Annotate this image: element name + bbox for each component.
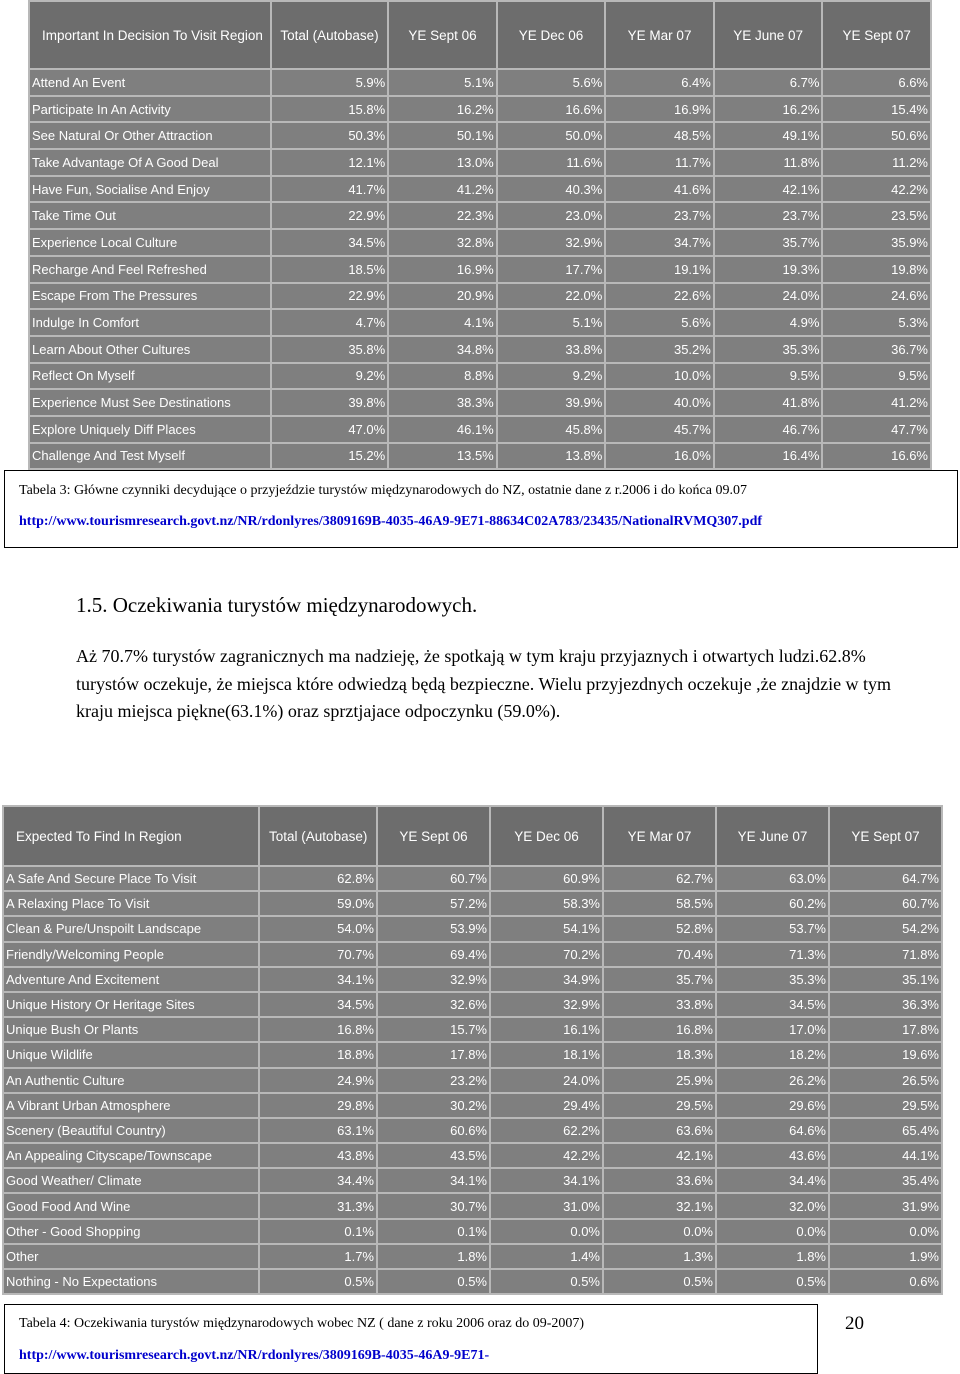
percentage-cell: 60.6% [378, 1119, 489, 1142]
percentage-cell: 58.3% [491, 892, 602, 915]
row-label: Challenge And Test Myself [30, 444, 270, 469]
row-label: Experience Local Culture [30, 230, 270, 255]
percentage-cell: 32.9% [498, 230, 605, 255]
percentage-cell: 32.8% [389, 230, 496, 255]
row-label: Nothing - No Expectations [4, 1270, 258, 1293]
percentage-cell: 29.5% [830, 1094, 941, 1117]
percentage-cell: 9.5% [715, 364, 822, 389]
percentage-cell: 48.5% [606, 123, 713, 148]
percentage-cell: 13.0% [389, 150, 496, 175]
row-label: Recharge And Feel Refreshed [30, 257, 270, 282]
percentage-cell: 15.8% [272, 97, 387, 122]
percentage-cell: 41.8% [715, 390, 822, 415]
column-header-period: YE June 07 [717, 807, 828, 865]
row-label: Clean & Pure/Unspoilt Landscape [4, 917, 258, 940]
percentage-cell: 5.9% [272, 70, 387, 95]
percentage-cell: 18.8% [260, 1043, 376, 1066]
percentage-cell: 23.7% [715, 203, 822, 228]
percentage-cell: 53.9% [378, 917, 489, 940]
table-row [30, 97, 930, 122]
percentage-cell: 5.6% [606, 310, 713, 335]
percentage-cell: 18.1% [491, 1043, 602, 1066]
percentage-cell: 16.0% [606, 444, 713, 469]
percentage-cell: 62.8% [260, 867, 376, 890]
row-label: Reflect On Myself [30, 364, 270, 389]
caption-text: Tabela 4: Oczekiwania turystów międzynarodowych wobec NZ ( dane z roku 2006 oraz do 09-2007) [19, 1316, 585, 1331]
percentage-cell: 16.8% [604, 1018, 715, 1041]
percentage-cell: 4.7% [272, 310, 387, 335]
column-header-period: YE Sept 07 [823, 2, 930, 68]
percentage-cell: 34.1% [491, 1169, 602, 1192]
row-label: Unique History Or Heritage Sites [4, 993, 258, 1016]
percentage-cell: 22.3% [389, 203, 496, 228]
row-label: Have Fun, Socialise And Enjoy [30, 177, 270, 202]
table-row [30, 257, 930, 282]
row-label: A Relaxing Place To Visit [4, 892, 258, 915]
percentage-cell: 50.1% [389, 123, 496, 148]
row-label: An Authentic Culture [4, 1069, 258, 1092]
percentage-cell: 44.1% [830, 1144, 941, 1167]
percentage-cell: 22.9% [272, 203, 387, 228]
percentage-cell: 50.0% [498, 123, 605, 148]
percentage-cell: 18.3% [604, 1043, 715, 1066]
percentage-cell: 35.1% [830, 968, 941, 991]
table-row [4, 1069, 941, 1092]
percentage-cell: 22.0% [498, 284, 605, 309]
row-label: Good Weather/ Climate [4, 1169, 258, 1192]
percentage-cell: 34.8% [389, 337, 496, 362]
percentage-cell: 11.7% [606, 150, 713, 175]
percentage-cell: 34.5% [260, 993, 376, 1016]
row-label: Indulge In Comfort [30, 310, 270, 335]
percentage-cell: 33.6% [604, 1169, 715, 1192]
percentage-cell: 24.0% [715, 284, 822, 309]
percentage-cell: 34.5% [717, 993, 828, 1016]
percentage-cell: 64.6% [717, 1119, 828, 1142]
percentage-cell: 6.7% [715, 70, 822, 95]
table-row [4, 1220, 941, 1243]
percentage-cell: 70.7% [260, 943, 376, 966]
table-row [4, 892, 941, 915]
table-row [30, 150, 930, 175]
percentage-cell: 35.3% [717, 968, 828, 991]
table-row [30, 390, 930, 415]
percentage-cell: 71.8% [830, 943, 941, 966]
percentage-cell: 54.2% [830, 917, 941, 940]
table-row [30, 203, 930, 228]
percentage-cell: 13.8% [498, 444, 605, 469]
table-row [30, 70, 930, 95]
column-header-period: YE Dec 06 [491, 807, 602, 865]
row-label: Take Time Out [30, 203, 270, 228]
percentage-cell: 32.9% [378, 968, 489, 991]
percentage-cell: 0.5% [378, 1270, 489, 1293]
percentage-cell: 50.3% [272, 123, 387, 148]
percentage-cell: 63.6% [604, 1119, 715, 1142]
percentage-cell: 53.7% [717, 917, 828, 940]
percentage-cell: 65.4% [830, 1119, 941, 1142]
percentage-cell: 17.7% [498, 257, 605, 282]
percentage-cell: 35.4% [830, 1169, 941, 1192]
percentage-cell: 9.5% [823, 364, 930, 389]
percentage-cell: 5.1% [389, 70, 496, 95]
percentage-cell: 35.7% [604, 968, 715, 991]
percentage-cell: 9.2% [498, 364, 605, 389]
row-label: Experience Must See Destinations [30, 390, 270, 415]
percentage-cell: 18.5% [272, 257, 387, 282]
percentage-cell: 6.4% [606, 70, 713, 95]
body-paragraph: Aż 70.7% turystów zagranicznych ma nadzieję, że spotkają w tym kraju przyjaznych i otwartych ludzi.62.8% turystów oczekuje, że miejsca które odwiedzą będą bezpieczne. Wielu przyjezdnych oczekuje ,że znajdzie w tym kraju miejsca piękne(63.1%) oraz sprztjajace odpoczynku (59.0%). [76, 646, 892, 721]
table-row [4, 1094, 941, 1117]
row-label: Explore Uniquely Diff Places [30, 417, 270, 442]
column-header-period: YE Sept 07 [830, 807, 941, 865]
percentage-cell: 45.8% [498, 417, 605, 442]
table-row [30, 310, 930, 335]
page-number: 20 [845, 1313, 864, 1334]
row-label: Attend An Event [30, 70, 270, 95]
table-row [4, 1169, 941, 1192]
percentage-cell: 30.2% [378, 1094, 489, 1117]
percentage-cell: 47.7% [823, 417, 930, 442]
percentage-cell: 32.1% [604, 1194, 715, 1217]
percentage-cell: 41.7% [272, 177, 387, 202]
percentage-cell: 32.0% [717, 1194, 828, 1217]
percentage-cell: 16.9% [606, 97, 713, 122]
percentage-cell: 26.2% [717, 1069, 828, 1092]
percentage-cell: 22.9% [272, 284, 387, 309]
row-label: Participate In An Activity [30, 97, 270, 122]
percentage-cell: 5.1% [498, 310, 605, 335]
percentage-cell: 16.9% [389, 257, 496, 282]
percentage-cell: 62.7% [604, 867, 715, 890]
percentage-cell: 0.0% [830, 1220, 941, 1243]
percentage-cell: 31.0% [491, 1194, 602, 1217]
table-header-row [30, 2, 930, 68]
percentage-cell: 34.1% [378, 1169, 489, 1192]
column-header-period: Total (Autobase) [260, 807, 376, 865]
percentage-cell: 39.9% [498, 390, 605, 415]
percentage-cell: 24.0% [491, 1069, 602, 1092]
percentage-cell: 23.2% [378, 1069, 489, 1092]
percentage-cell: 34.9% [491, 968, 602, 991]
table-row [4, 943, 941, 966]
percentage-cell: 23.0% [498, 203, 605, 228]
column-header-period: YE June 07 [715, 2, 822, 68]
percentage-cell: 43.8% [260, 1144, 376, 1167]
percentage-cell: 17.0% [717, 1018, 828, 1041]
percentage-cell: 19.3% [715, 257, 822, 282]
percentage-cell: 58.5% [604, 892, 715, 915]
percentage-cell: 5.3% [823, 310, 930, 335]
percentage-cell: 35.2% [606, 337, 713, 362]
percentage-cell: 50.6% [823, 123, 930, 148]
column-header-period: YE Sept 06 [378, 807, 489, 865]
row-label: Escape From The Pressures [30, 284, 270, 309]
percentage-cell: 31.3% [260, 1194, 376, 1217]
table-row [4, 993, 941, 1016]
table-row [30, 123, 930, 148]
table-row [4, 1018, 941, 1041]
percentage-cell: 26.5% [830, 1069, 941, 1092]
row-label: See Natural Or Other Attraction [30, 123, 270, 148]
percentage-cell: 9.2% [272, 364, 387, 389]
table-row [4, 968, 941, 991]
percentage-cell: 23.7% [606, 203, 713, 228]
percentage-cell: 34.4% [260, 1169, 376, 1192]
row-label: A Safe And Secure Place To Visit [4, 867, 258, 890]
column-header-category: Important In Decision To Visit Region [30, 2, 270, 68]
percentage-cell: 36.3% [830, 993, 941, 1016]
percentage-cell: 39.8% [272, 390, 387, 415]
percentage-cell: 43.6% [717, 1144, 828, 1167]
percentage-cell: 29.6% [717, 1094, 828, 1117]
row-label: Good Food And Wine [4, 1194, 258, 1217]
percentage-cell: 35.8% [272, 337, 387, 362]
percentage-cell: 20.9% [389, 284, 496, 309]
percentage-cell: 41.2% [389, 177, 496, 202]
column-header-period: YE Sept 06 [389, 2, 496, 68]
percentage-cell: 29.8% [260, 1094, 376, 1117]
column-header-period: YE Dec 06 [498, 2, 605, 68]
percentage-cell: 17.8% [830, 1018, 941, 1041]
percentage-cell: 46.1% [389, 417, 496, 442]
percentage-cell: 17.8% [378, 1043, 489, 1066]
source-link[interactable]: http://www.tourismresearch.govt.nz/NR/rdonlyres/3809169B-4035-46A9-9E71- [19, 1348, 490, 1363]
table-row [4, 917, 941, 940]
percentage-cell: 62.2% [491, 1119, 602, 1142]
percentage-cell: 24.9% [260, 1069, 376, 1092]
percentage-cell: 1.3% [604, 1245, 715, 1268]
percentage-cell: 54.1% [491, 917, 602, 940]
percentage-cell: 16.6% [823, 444, 930, 469]
percentage-cell: 0.5% [604, 1270, 715, 1293]
table-row [4, 1270, 941, 1293]
percentage-cell: 4.9% [715, 310, 822, 335]
table-row [4, 1043, 941, 1066]
percentage-cell: 1.8% [717, 1245, 828, 1268]
table4-caption [4, 1304, 818, 1374]
percentage-cell: 15.7% [378, 1018, 489, 1041]
row-label: A Vibrant Urban Atmosphere [4, 1094, 258, 1117]
percentage-cell: 34.7% [606, 230, 713, 255]
percentage-cell: 33.8% [604, 993, 715, 1016]
percentage-cell: 42.2% [491, 1144, 602, 1167]
percentage-cell: 34.5% [272, 230, 387, 255]
percentage-cell: 0.5% [717, 1270, 828, 1293]
row-label: Other [4, 1245, 258, 1268]
row-label: Adventure And Excitement [4, 968, 258, 991]
percentage-cell: 35.3% [715, 337, 822, 362]
percentage-cell: 54.0% [260, 917, 376, 940]
percentage-cell: 31.9% [830, 1194, 941, 1217]
percentage-cell: 41.2% [823, 390, 930, 415]
percentage-cell: 40.0% [606, 390, 713, 415]
percentage-cell: 16.1% [491, 1018, 602, 1041]
table-row [4, 1245, 941, 1268]
table-header-row [4, 807, 941, 865]
row-label: Unique Bush Or Plants [4, 1018, 258, 1041]
percentage-cell: 16.2% [389, 97, 496, 122]
table-row [30, 284, 930, 309]
percentage-cell: 8.8% [389, 364, 496, 389]
percentage-cell: 0.5% [491, 1270, 602, 1293]
table-row [4, 1144, 941, 1167]
percentage-cell: 35.7% [715, 230, 822, 255]
decision-factors-table-image [28, 0, 932, 470]
percentage-cell: 11.8% [715, 150, 822, 175]
percentage-cell: 12.1% [272, 150, 387, 175]
row-label: Unique Wildlife [4, 1043, 258, 1066]
percentage-cell: 16.8% [260, 1018, 376, 1041]
table3-caption [4, 470, 958, 548]
row-label: Friendly/Welcoming People [4, 943, 258, 966]
percentage-cell: 41.6% [606, 177, 713, 202]
row-label: Other - Good Shopping [4, 1220, 258, 1243]
table-row [4, 867, 941, 890]
percentage-cell: 6.6% [823, 70, 930, 95]
table-row [30, 444, 930, 469]
percentage-cell: 34.1% [260, 968, 376, 991]
percentage-cell: 1.9% [830, 1245, 941, 1268]
percentage-cell: 42.1% [604, 1144, 715, 1167]
percentage-cell: 16.6% [498, 97, 605, 122]
percentage-cell: 45.7% [606, 417, 713, 442]
percentage-cell: 15.4% [823, 97, 930, 122]
percentage-cell: 71.3% [717, 943, 828, 966]
expectations-table-image [2, 805, 943, 1295]
percentage-cell: 35.9% [823, 230, 930, 255]
table-row [30, 177, 930, 202]
percentage-cell: 32.9% [491, 993, 602, 1016]
percentage-cell: 0.0% [717, 1220, 828, 1243]
percentage-cell: 46.7% [715, 417, 822, 442]
percentage-cell: 60.7% [830, 892, 941, 915]
percentage-cell: 24.6% [823, 284, 930, 309]
percentage-cell: 60.9% [491, 867, 602, 890]
percentage-cell: 34.4% [717, 1169, 828, 1192]
percentage-cell: 10.0% [606, 364, 713, 389]
percentage-cell: 11.2% [823, 150, 930, 175]
percentage-cell: 29.4% [491, 1094, 602, 1117]
percentage-cell: 13.5% [389, 444, 496, 469]
table-row [30, 337, 930, 362]
percentage-cell: 47.0% [272, 417, 387, 442]
section-heading: 1.5. Oczekiwania turystów międzynarodowych. [76, 593, 478, 617]
percentage-cell: 0.5% [260, 1270, 376, 1293]
percentage-cell: 60.2% [717, 892, 828, 915]
table-row [30, 230, 930, 255]
percentage-cell: 70.2% [491, 943, 602, 966]
percentage-cell: 38.3% [389, 390, 496, 415]
percentage-cell: 0.6% [830, 1270, 941, 1293]
percentage-cell: 64.7% [830, 867, 941, 890]
percentage-cell: 30.7% [378, 1194, 489, 1217]
row-label: Scenery (Beautiful Country) [4, 1119, 258, 1142]
percentage-cell: 25.9% [604, 1069, 715, 1092]
percentage-cell: 43.5% [378, 1144, 489, 1167]
percentage-cell: 0.0% [604, 1220, 715, 1243]
table-row [4, 1194, 941, 1217]
percentage-cell: 0.0% [491, 1220, 602, 1243]
percentage-cell: 19.1% [606, 257, 713, 282]
percentage-cell: 1.4% [491, 1245, 602, 1268]
expectations-table [2, 805, 943, 1295]
percentage-cell: 11.6% [498, 150, 605, 175]
percentage-cell: 63.0% [717, 867, 828, 890]
column-header-period: YE Mar 07 [606, 2, 713, 68]
percentage-cell: 0.1% [378, 1220, 489, 1243]
percentage-cell: 16.2% [715, 97, 822, 122]
percentage-cell: 49.1% [715, 123, 822, 148]
percentage-cell: 4.1% [389, 310, 496, 335]
percentage-cell: 42.2% [823, 177, 930, 202]
percentage-cell: 19.6% [830, 1043, 941, 1066]
percentage-cell: 32.6% [378, 993, 489, 1016]
percentage-cell: 5.6% [498, 70, 605, 95]
percentage-cell: 29.5% [604, 1094, 715, 1117]
percentage-cell: 40.3% [498, 177, 605, 202]
percentage-cell: 42.1% [715, 177, 822, 202]
row-label: Learn About Other Cultures [30, 337, 270, 362]
column-header-category: Expected To Find In Region [4, 807, 258, 865]
caption-text: Tabela 3: Główne czynniki decydujące o przyjeździe turystów międzynarodowych do NZ, ostatnie dane z r.2006 i do końca 09.07 [19, 483, 747, 498]
column-header-period: Total (Autobase) [272, 2, 387, 68]
table-row [30, 417, 930, 442]
percentage-cell: 59.0% [260, 892, 376, 915]
percentage-cell: 22.6% [606, 284, 713, 309]
percentage-cell: 52.8% [604, 917, 715, 940]
percentage-cell: 36.7% [823, 337, 930, 362]
table-row [30, 364, 930, 389]
percentage-cell: 19.8% [823, 257, 930, 282]
percentage-cell: 33.8% [498, 337, 605, 362]
percentage-cell: 1.7% [260, 1245, 376, 1268]
percentage-cell: 57.2% [378, 892, 489, 915]
percentage-cell: 0.1% [260, 1220, 376, 1243]
percentage-cell: 70.4% [604, 943, 715, 966]
percentage-cell: 16.4% [715, 444, 822, 469]
row-label: An Appealing Cityscape/Townscape [4, 1144, 258, 1167]
percentage-cell: 15.2% [272, 444, 387, 469]
table-row [4, 1119, 941, 1142]
row-label: Take Advantage Of A Good Deal [30, 150, 270, 175]
percentage-cell: 63.1% [260, 1119, 376, 1142]
percentage-cell: 1.8% [378, 1245, 489, 1268]
decision-factors-table [28, 0, 932, 470]
percentage-cell: 69.4% [378, 943, 489, 966]
percentage-cell: 18.2% [717, 1043, 828, 1066]
percentage-cell: 60.7% [378, 867, 489, 890]
percentage-cell: 23.5% [823, 203, 930, 228]
column-header-period: YE Mar 07 [604, 807, 715, 865]
source-link[interactable]: http://www.tourismresearch.govt.nz/NR/rdonlyres/3809169B-4035-46A9-9E71-88634C02A783/23435/NationalRVMQ307.pdf [19, 514, 763, 529]
